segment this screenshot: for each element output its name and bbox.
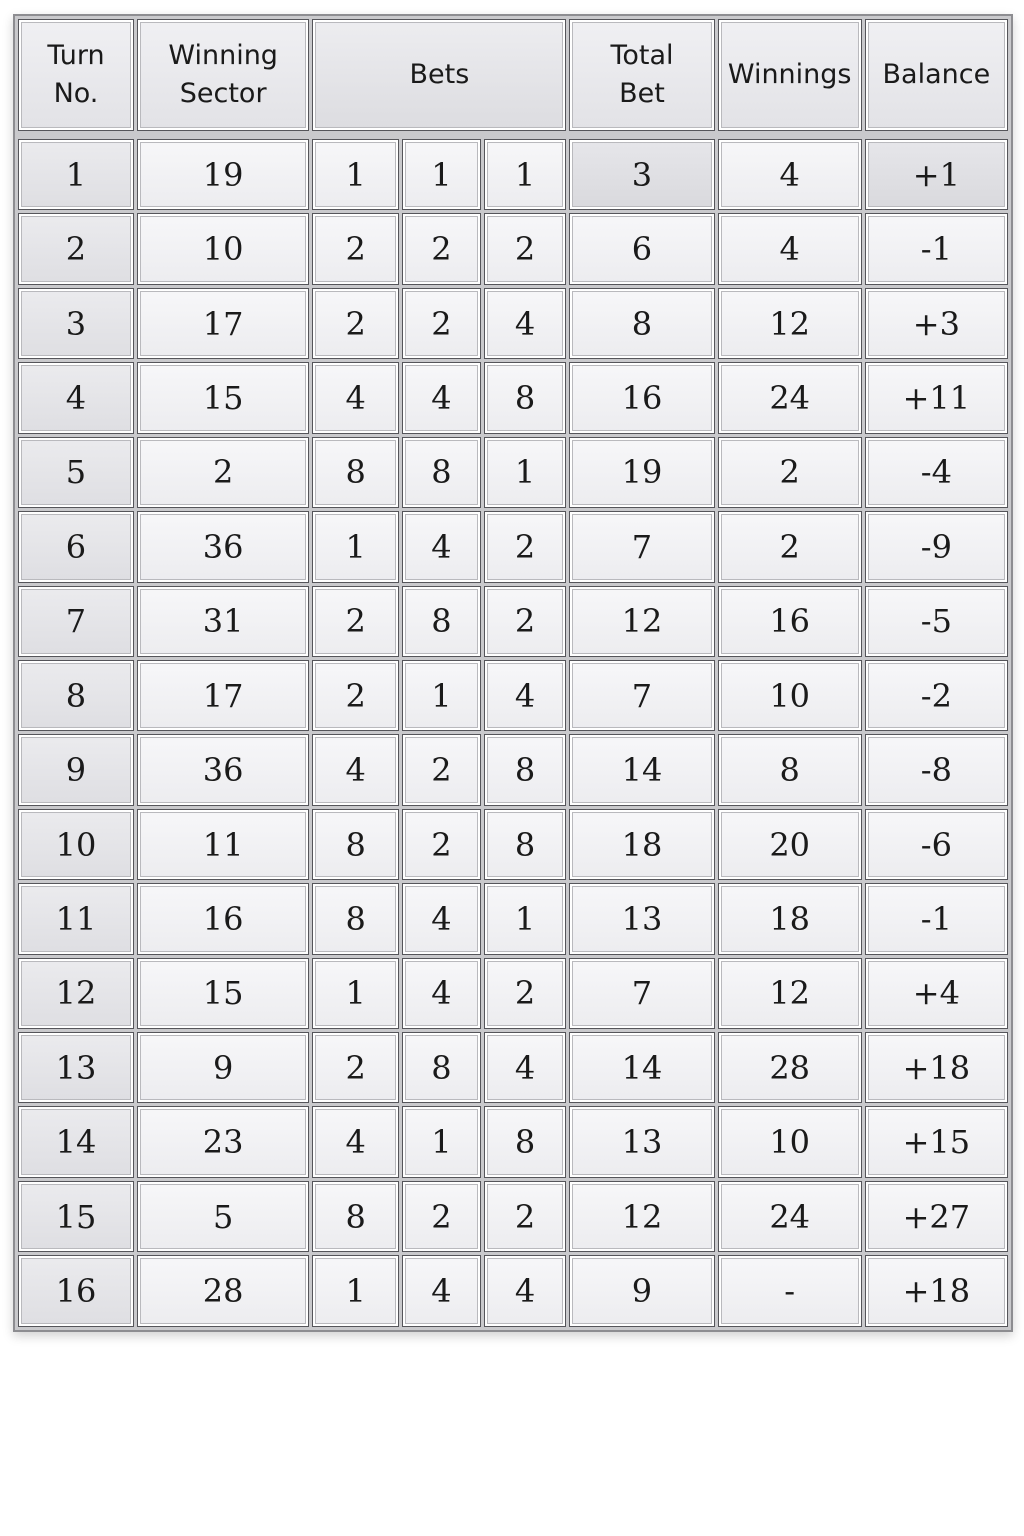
cell-turn: 8 [18, 660, 134, 731]
cell-turn: 12 [18, 958, 134, 1029]
cell-bet2: 2 [402, 213, 481, 284]
cell-bet2: 2 [402, 734, 481, 805]
table-row [18, 1106, 1008, 1177]
cell-bet2: 4 [402, 1255, 481, 1327]
cell-bet2: 8 [402, 437, 481, 508]
cell-bet1: 2 [312, 586, 399, 657]
cell-sector: 2 [137, 437, 309, 508]
table-row [18, 139, 1008, 210]
cell-bet3: 2 [484, 958, 567, 1029]
header-sector-line1: Winning [168, 40, 278, 71]
table-row [18, 1255, 1008, 1327]
cell-winnings: 4 [718, 139, 862, 210]
cell-bet1: 1 [312, 958, 399, 1029]
table-row [18, 958, 1008, 1029]
cell-bet1: 4 [312, 362, 399, 433]
cell-bet1: 8 [312, 1181, 399, 1252]
cell-bet1: 1 [312, 1255, 399, 1327]
cell-bet2: 4 [402, 958, 481, 1029]
cell-bet1: 2 [312, 1032, 399, 1103]
cell-winnings: 18 [718, 883, 862, 954]
cell-total: 14 [569, 1032, 714, 1103]
cell-bet2: 1 [402, 1106, 481, 1177]
cell-turn: 13 [18, 1032, 134, 1103]
cell-total: 7 [569, 958, 714, 1029]
cell-winnings: 2 [718, 511, 862, 582]
cell-sector: 36 [137, 511, 309, 582]
cell-sector: 31 [137, 586, 309, 657]
cell-winnings: 12 [718, 958, 862, 1029]
cell-sector: 5 [137, 1181, 309, 1252]
header-turn-line1: Turn [47, 40, 105, 71]
cell-bet2: 8 [402, 1032, 481, 1103]
cell-total: 16 [569, 362, 714, 433]
cell-bet1: 2 [312, 288, 399, 359]
cell-turn: 14 [18, 1106, 134, 1177]
table-row [18, 586, 1008, 657]
table-row [18, 660, 1008, 731]
cell-turn: 16 [18, 1255, 134, 1327]
cell-bet2: 2 [402, 809, 481, 880]
header-total-bet [569, 19, 714, 131]
cell-bet3: 8 [484, 734, 567, 805]
cell-winnings: - [718, 1255, 862, 1327]
cell-total: 14 [569, 734, 714, 805]
cell-turn: 3 [18, 288, 134, 359]
cell-balance: +27 [865, 1181, 1008, 1252]
cell-total: 7 [569, 511, 714, 582]
cell-balance: -5 [865, 586, 1008, 657]
table-row [18, 1181, 1008, 1252]
header-winnings: Winnings [718, 19, 862, 131]
cell-balance: -6 [865, 809, 1008, 880]
cell-winnings: 8 [718, 734, 862, 805]
cell-sector: 17 [137, 660, 309, 731]
cell-sector: 36 [137, 734, 309, 805]
cell-winnings: 10 [718, 1106, 862, 1177]
header-row [18, 19, 1008, 131]
cell-bet3: 1 [484, 437, 567, 508]
cell-bet1: 4 [312, 734, 399, 805]
separator-cell [18, 134, 1008, 136]
cell-turn: 11 [18, 883, 134, 954]
cell-bet3: 8 [484, 809, 567, 880]
cell-bet3: 2 [484, 213, 567, 284]
cell-sector: 17 [137, 288, 309, 359]
cell-bet2: 1 [402, 660, 481, 731]
cell-turn: 9 [18, 734, 134, 805]
cell-bet2: 2 [402, 288, 481, 359]
cell-sector: 19 [137, 139, 309, 210]
cell-sector: 16 [137, 883, 309, 954]
cell-sector: 23 [137, 1106, 309, 1177]
cell-turn: 1 [18, 139, 134, 210]
cell-total: 3 [569, 139, 714, 210]
cell-bet3: 2 [484, 1181, 567, 1252]
betting-table-sheet [13, 14, 1013, 1332]
cell-balance: +11 [865, 362, 1008, 433]
cell-sector: 11 [137, 809, 309, 880]
cell-total: 19 [569, 437, 714, 508]
cell-winnings: 20 [718, 809, 862, 880]
cell-turn: 4 [18, 362, 134, 433]
cell-balance: -1 [865, 883, 1008, 954]
betting-table [15, 16, 1011, 1330]
cell-total: 8 [569, 288, 714, 359]
cell-turn: 2 [18, 213, 134, 284]
table-row [18, 883, 1008, 954]
cell-balance: -1 [865, 213, 1008, 284]
header-total-line1: Total [610, 40, 674, 71]
table-row [18, 511, 1008, 582]
header-total-line2: Bet [619, 78, 665, 109]
cell-bet2: 8 [402, 586, 481, 657]
cell-bet1: 8 [312, 809, 399, 880]
cell-turn: 6 [18, 511, 134, 582]
cell-winnings: 2 [718, 437, 862, 508]
cell-bet3: 4 [484, 288, 567, 359]
cell-bet2: 4 [402, 511, 481, 582]
cell-bet3: 8 [484, 362, 567, 433]
cell-bet3: 8 [484, 1106, 567, 1177]
cell-total: 13 [569, 883, 714, 954]
cell-bet1: 4 [312, 1106, 399, 1177]
table-row [18, 734, 1008, 805]
cell-balance: -2 [865, 660, 1008, 731]
cell-winnings: 24 [718, 362, 862, 433]
cell-bet3: 4 [484, 1032, 567, 1103]
table-row [18, 213, 1008, 284]
cell-bet1: 2 [312, 660, 399, 731]
cell-winnings: 24 [718, 1181, 862, 1252]
cell-bet3: 1 [484, 883, 567, 954]
cell-bet1: 2 [312, 213, 399, 284]
cell-bet1: 8 [312, 883, 399, 954]
header-bets: Bets [312, 19, 566, 131]
cell-winnings: 28 [718, 1032, 862, 1103]
cell-balance: +4 [865, 958, 1008, 1029]
cell-bet1: 8 [312, 437, 399, 508]
cell-sector: 15 [137, 362, 309, 433]
cell-bet1: 1 [312, 139, 399, 210]
cell-bet3: 4 [484, 1255, 567, 1327]
header-balance: Balance [865, 19, 1008, 131]
table-row [18, 362, 1008, 433]
cell-total: 18 [569, 809, 714, 880]
cell-balance: +15 [865, 1106, 1008, 1177]
cell-balance: +18 [865, 1255, 1008, 1327]
table-row [18, 437, 1008, 508]
cell-bet2: 4 [402, 362, 481, 433]
table-row [18, 288, 1008, 359]
cell-bet3: 2 [484, 511, 567, 582]
cell-bet3: 1 [484, 139, 567, 210]
table-row [18, 809, 1008, 880]
cell-turn: 10 [18, 809, 134, 880]
cell-total: 12 [569, 586, 714, 657]
cell-turn: 15 [18, 1181, 134, 1252]
cell-bet3: 2 [484, 586, 567, 657]
cell-total: 7 [569, 660, 714, 731]
cell-total: 12 [569, 1181, 714, 1252]
cell-winnings: 16 [718, 586, 862, 657]
cell-sector: 9 [137, 1032, 309, 1103]
cell-bet3: 4 [484, 660, 567, 731]
cell-winnings: 12 [718, 288, 862, 359]
cell-balance: -4 [865, 437, 1008, 508]
header-turn-no [18, 19, 134, 131]
header-sector-line2: Sector [179, 78, 267, 109]
cell-sector: 28 [137, 1255, 309, 1327]
cell-total: 9 [569, 1255, 714, 1327]
cell-bet2: 4 [402, 883, 481, 954]
table-row [18, 1032, 1008, 1103]
cell-sector: 15 [137, 958, 309, 1029]
header-separator [18, 134, 1008, 136]
cell-balance: +18 [865, 1032, 1008, 1103]
cell-sector: 10 [137, 213, 309, 284]
cell-balance: +1 [865, 139, 1008, 210]
cell-turn: 5 [18, 437, 134, 508]
cell-bet1: 1 [312, 511, 399, 582]
cell-balance: -9 [865, 511, 1008, 582]
cell-total: 13 [569, 1106, 714, 1177]
cell-turn: 7 [18, 586, 134, 657]
cell-total: 6 [569, 213, 714, 284]
cell-balance: -8 [865, 734, 1008, 805]
cell-bet2: 1 [402, 139, 481, 210]
header-winning-sector [137, 19, 309, 131]
header-turn-line2: No. [53, 78, 99, 109]
cell-winnings: 4 [718, 213, 862, 284]
cell-balance: +3 [865, 288, 1008, 359]
cell-bet2: 2 [402, 1181, 481, 1252]
cell-winnings: 10 [718, 660, 862, 731]
table-body [18, 134, 1008, 1327]
